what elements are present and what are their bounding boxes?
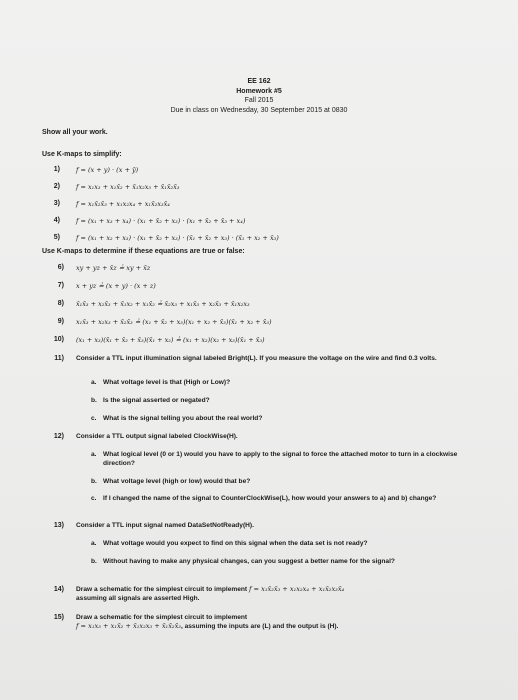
- q14-text: [76, 585, 476, 603]
- course-code: EE 162: [247, 78, 271, 85]
- term: Fall 2015: [244, 97, 274, 104]
- q4-expression: f = (x₁ + x₃ + x₄) · (x₁ + x̄₂ + x₃) · (x₁ + x̄₂ + x̄₃ + x₄): [76, 217, 246, 225]
- q9-expression: x₁x̄₃ + x₂x₃ + x̄₂x̄₃ ≟ (x₁ + x̄₂ + x₃)(x₁ + x₂ + x̄₃)(x̄₁ + x₂ + x̄₃): [76, 318, 272, 326]
- q11b-letter: b.: [91, 397, 97, 404]
- q15-number: 15): [53, 614, 64, 621]
- q12-number: 12): [53, 433, 64, 440]
- q15-expression: f = x₁x₃ + x₁x̄₂ + x̄₁x₂x₃ + x̄₁x̄₂x̄₃: [76, 622, 181, 630]
- q10-expression: (x₁ + x₃)(x̄₁ + x̄₂ + x̄₃)(x̄₁ + x₂) ≟ (x₁ + x₂)(x₂ + x₃)(x̄₁ + x̄₃): [76, 336, 265, 344]
- document-header: [0, 77, 518, 115]
- q2-expression: f = x₁x₃ + x₁x̄₂ + x̄₁x₂x₃ + x̄₁x̄₂x̄₃: [76, 183, 180, 191]
- q6-expression: xy + yz + x̄z ≟ xy + x̄z: [76, 264, 151, 272]
- q15-text-a: Draw a schematic for the simplest circuit to implement: [76, 614, 248, 621]
- q8-number: 8): [57, 300, 64, 307]
- q11c-letter: c.: [91, 415, 97, 422]
- q14-number: 14): [53, 586, 64, 593]
- q15-text: [76, 613, 476, 631]
- section1-title: Use K-maps to simplify:: [42, 151, 122, 158]
- intro-instruction: Show all your work.: [42, 129, 108, 136]
- q11c-text: What is the signal telling you about the real world?: [103, 415, 263, 422]
- q13a: [91, 539, 461, 548]
- q10-number: 10): [53, 336, 64, 343]
- q12c-text: If I changed the name of the signal to CounterClockWise(L), how would your answers to a) and b) change?: [103, 495, 437, 502]
- q11a: [91, 378, 461, 387]
- assignment-title: Homework #5: [236, 87, 282, 95]
- q13-number: 13): [53, 522, 64, 529]
- q15-text-b: , assuming the inputs are (L) and the output is (H).: [180, 623, 339, 630]
- q1-expression: f = (x + y) · (x + ȳ): [76, 166, 139, 174]
- q5-number: 5): [53, 234, 60, 241]
- q11a-text: What voltage level is that (High or Low)?: [103, 379, 231, 386]
- q3-number: 3): [53, 200, 60, 207]
- q2-number: 2): [53, 183, 60, 190]
- q12a-letter: a.: [91, 451, 97, 458]
- q8-expression: x̄₁x̄₃ + x₂x̄₃ + x̄₁x₂ + x₁x̄₂ ≟ x̄₂x₃ + x₁x̄₃ + x₂x̄₃ + x̄₁x₂x₃: [76, 300, 250, 308]
- q7-expression: x + yz ≟ (x + y) · (x + z): [76, 282, 156, 290]
- q9-number: 9): [57, 318, 64, 325]
- q12b-text: What voltage level (high or low) would that be?: [103, 478, 251, 485]
- q13b: [91, 557, 461, 566]
- q3-expression: f = x₁x̄₂x̄₃ + x₁x₂x₄ + x₁x̄₂x₃x̄₄: [76, 200, 170, 208]
- q13b-letter: b.: [91, 558, 97, 565]
- q13a-text: What voltage would you expect to find on this signal when the data set is not ready?: [103, 540, 368, 547]
- q14-expression: f = x₁x̄₂x̄₃ + x₁x₂x₄ + x₁x̄₂x₃x̄₄: [248, 585, 345, 593]
- section2-title: Use K-maps to determine if these equations are true or false:: [42, 248, 245, 255]
- q12a: [91, 450, 461, 468]
- q1-number: 1): [53, 166, 60, 173]
- q12-text: Consider a TTL output signal labeled ClockWise(H).: [76, 433, 238, 440]
- q12c: [91, 494, 461, 503]
- q11-number: 11): [54, 355, 64, 362]
- q5-expression: f = (x₁ + x₂ + x₃) · (x₁ + x̄₂ + x₃) · (x̄₁ + x̄₂ + x₃) · (x̄₁ + x₂ + x̄₃): [76, 234, 279, 242]
- q12b: [91, 477, 461, 486]
- q6-number: 6): [57, 264, 64, 271]
- q11b: [91, 396, 461, 405]
- q12a-text: What logical level (0 or 1) would you have to apply to the signal to force the attached motor to turn in a clockwise direction?: [103, 451, 458, 467]
- q13-text: Consider a TTL input signal named DataSetNotReady(H).: [76, 522, 254, 529]
- q11a-letter: a.: [91, 379, 97, 386]
- q4-number: 4): [53, 217, 60, 224]
- q14-text-a: Draw a schematic for the simplest circuit to implement: [76, 586, 248, 593]
- q12b-letter: b.: [91, 478, 97, 485]
- q11b-text: Is the signal asserted or negated?: [103, 397, 210, 404]
- q13a-letter: a.: [91, 540, 97, 547]
- q7-number: 7): [57, 282, 64, 289]
- q12c-letter: c.: [91, 495, 97, 502]
- due-date: Due in class on Wednesday, 30 September 2015 at 0830: [170, 106, 348, 114]
- q13b-text: Without having to make any physical changes, can you suggest a better name for the signal?: [103, 558, 395, 565]
- q14-text-b: assuming all signals are asserted High.: [76, 595, 200, 602]
- q11c: [91, 414, 461, 423]
- q11-text: Consider a TTL input illumination signal labeled Bright(L). If you measure the voltage on the wire and find 0.3 volts.: [76, 355, 437, 362]
